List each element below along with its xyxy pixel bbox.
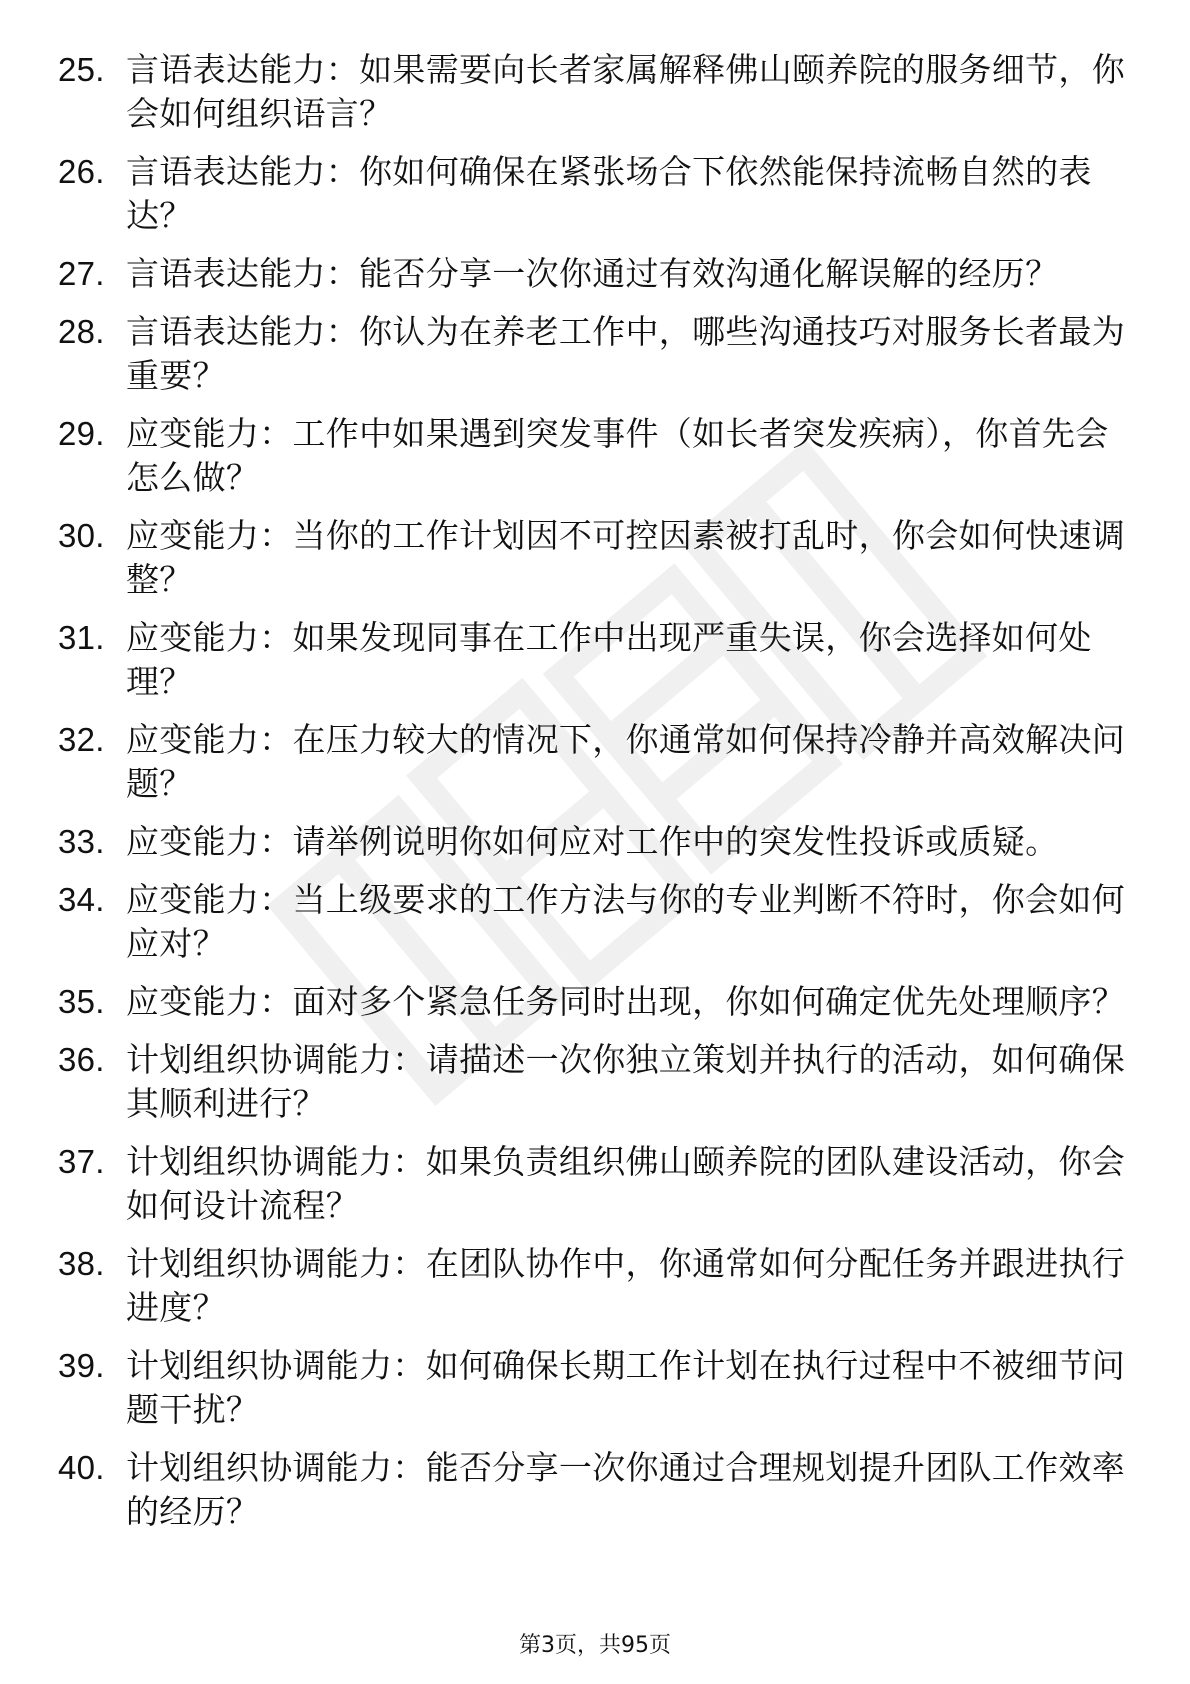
question-number: 33. bbox=[58, 823, 105, 860]
question-text: 言语表达能力：你如何确保在紧张场合下依然能保持流畅自然的表达？ bbox=[126, 152, 1092, 235]
list-item bbox=[58, 878, 1128, 966]
question-number: 34. bbox=[58, 881, 105, 918]
question-text: 应变能力：工作中如果遇到突发事件（如长者突发疾病），你首先会怎么做？ bbox=[126, 414, 1109, 497]
list-item bbox=[58, 1038, 1128, 1126]
list-item bbox=[58, 514, 1128, 602]
question-text: 言语表达能力：你认为在养老工作中，哪些沟通技巧对服务长者最为重要？ bbox=[126, 312, 1125, 395]
list-item bbox=[58, 718, 1128, 806]
question-text: 言语表达能力：如果需要向长者家属解释佛山颐养院的服务细节，你会如何组织语言？ bbox=[126, 50, 1125, 133]
question-number: 38. bbox=[58, 1245, 105, 1282]
question-text: 应变能力：面对多个紧急任务同时出现，你如何确定优先处理顺序？ bbox=[126, 982, 1125, 1021]
list-item bbox=[58, 1140, 1128, 1228]
question-list bbox=[58, 48, 1128, 1548]
question-text: 计划组织协调能力：请描述一次你独立策划并执行的活动，如何确保其顺利进行？ bbox=[126, 1040, 1125, 1123]
list-item bbox=[58, 1446, 1128, 1534]
list-item bbox=[58, 980, 1128, 1024]
question-number: 31. bbox=[58, 619, 105, 656]
question-text: 计划组织协调能力：如果负责组织佛山颐养院的团队建设活动，你会如何设计流程？ bbox=[126, 1142, 1125, 1225]
list-item bbox=[58, 820, 1128, 864]
list-item bbox=[58, 412, 1128, 500]
question-text: 计划组织协调能力：如何确保长期工作计划在执行过程中不被细节问题干扰？ bbox=[126, 1346, 1125, 1429]
question-text: 应变能力：当你的工作计划因不可控因素被打乱时，你会如何快速调整？ bbox=[126, 516, 1125, 599]
list-item bbox=[58, 1344, 1128, 1432]
question-text: 言语表达能力：能否分享一次你通过有效沟通化解误解的经历？ bbox=[126, 254, 1059, 293]
question-text: 应变能力：当上级要求的工作方法与你的专业判断不符时，你会如何应对？ bbox=[126, 880, 1125, 963]
question-number: 40. bbox=[58, 1449, 105, 1486]
question-number: 37. bbox=[58, 1143, 105, 1180]
list-item bbox=[58, 48, 1128, 136]
question-text: 计划组织协调能力：在团队协作中，你通常如何分配任务并跟进执行进度？ bbox=[126, 1244, 1125, 1327]
question-number: 28. bbox=[58, 313, 105, 350]
question-number: 32. bbox=[58, 721, 105, 758]
question-number: 27. bbox=[58, 255, 105, 292]
question-number: 25. bbox=[58, 51, 105, 88]
question-text: 应变能力：请举例说明你如何应对工作中的突发性投诉或质疑。 bbox=[126, 822, 1059, 861]
question-text: 应变能力：在压力较大的情况下，你通常如何保持冷静并高效解决问题？ bbox=[126, 720, 1125, 803]
question-text: 应变能力：如果发现同事在工作中出现严重失误，你会选择如何处理？ bbox=[126, 618, 1092, 701]
list-item bbox=[58, 150, 1128, 238]
list-item bbox=[58, 252, 1128, 296]
question-number: 36. bbox=[58, 1041, 105, 1078]
question-number: 26. bbox=[58, 153, 105, 190]
question-number: 39. bbox=[58, 1347, 105, 1384]
question-text: 计划组织协调能力：能否分享一次你通过合理规划提升团队工作效率的经历？ bbox=[126, 1448, 1125, 1531]
page-number-label: 第3页，共95页 bbox=[519, 1633, 671, 1658]
page-footer bbox=[0, 1632, 1190, 1660]
list-item bbox=[58, 310, 1128, 398]
list-item bbox=[58, 616, 1128, 704]
question-number: 30. bbox=[58, 517, 105, 554]
list-item bbox=[58, 1242, 1128, 1330]
question-number: 29. bbox=[58, 415, 105, 452]
question-number: 35. bbox=[58, 983, 105, 1020]
